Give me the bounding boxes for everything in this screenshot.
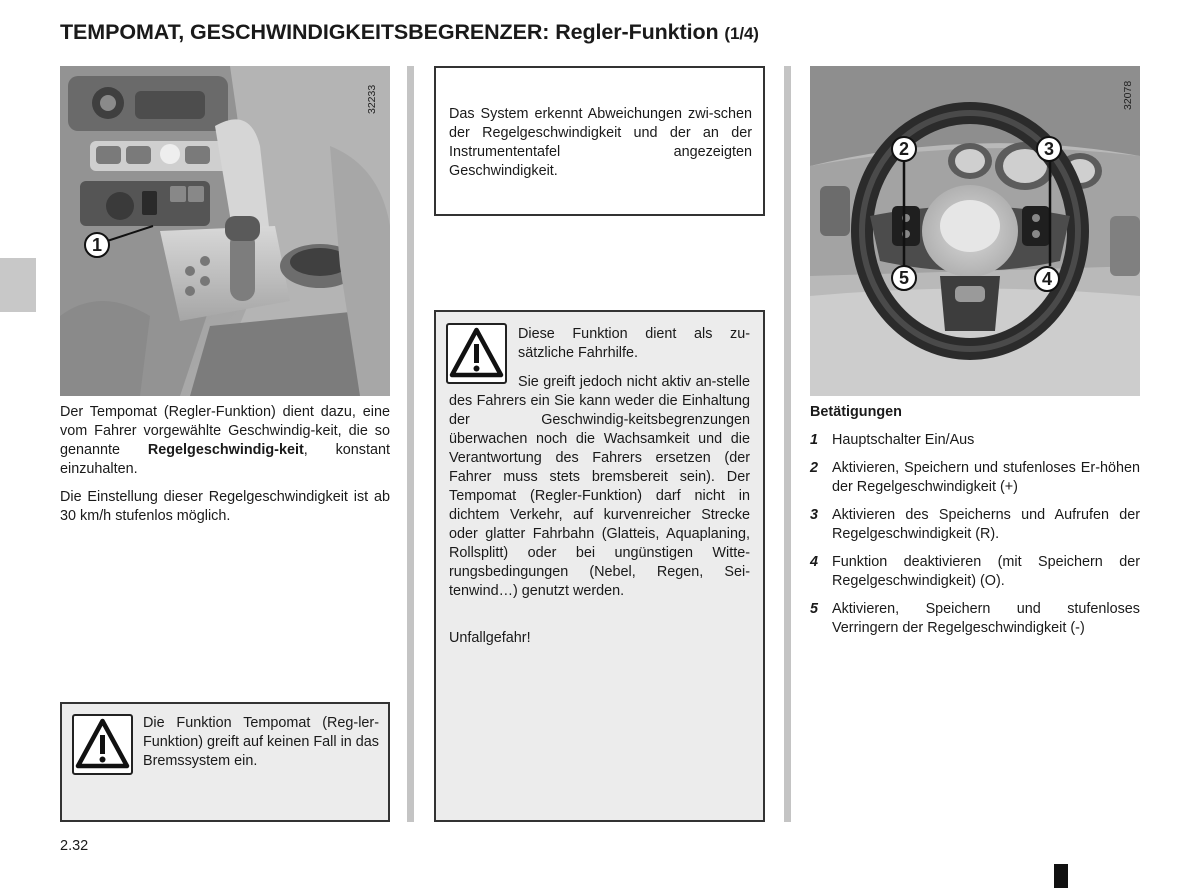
page-title-part: (1/4) xyxy=(724,24,759,43)
list-item xyxy=(810,431,1140,450)
info-text: Das System erkennt Abweichungen zwi-schen der Regelgeschwindigkeit und der an der Instrumententafel angezeigten Geschwindigkeit. xyxy=(449,106,752,179)
warning-triangle-icon xyxy=(72,714,133,775)
accident-risk-text: Unfallgefahr! xyxy=(449,630,531,646)
brake-warning-box xyxy=(60,702,390,822)
item-number: 4 xyxy=(810,554,819,570)
column-divider-right xyxy=(784,66,791,822)
page-edge-marker xyxy=(1054,864,1068,888)
intro-text-part: Der Tempomat (Regler-Funktion) dient dazu, eine vom Fahrer vorgewählte Geschwindig-keit, die so genannte xyxy=(60,404,390,458)
column-divider-left xyxy=(407,66,414,822)
callout-4: 4 xyxy=(1034,266,1060,292)
warning-triangle-icon xyxy=(74,716,131,773)
item-number: 3 xyxy=(810,507,819,523)
intro-emphasis: Regelgeschwindig-keit xyxy=(147,442,304,458)
page-title xyxy=(60,20,759,45)
item-number: 5 xyxy=(810,601,819,617)
intro-text xyxy=(60,403,390,535)
item-number: 1 xyxy=(810,432,819,448)
list-item xyxy=(810,553,1140,591)
item-number: 2 xyxy=(810,460,819,476)
page-title-text: TEMPOMAT, GESCHWINDIGKEITSBEGRENZER: Regler-Funktion xyxy=(60,20,719,44)
controls-heading: Betätigungen xyxy=(810,404,902,420)
callout-1: 1 xyxy=(84,232,110,258)
speed-range-paragraph: Die Einstellung dieser Regelgeschwindigkeit ist ab 30 km/h stufenlos möglich. xyxy=(60,489,390,524)
item-text: Hauptschalter Ein/Aus xyxy=(832,432,975,448)
item-text: Aktivieren des Speicherns und Aufrufen der Regelgeschwindigkeit (R). xyxy=(832,507,1140,542)
console-photo xyxy=(60,66,390,396)
safety-warning-details: Sie greift jedoch nicht aktiv an-stelle des Fahrers ein Sie kann weder die Einhaltung der Geschwindig-keitsbegrenzungen überwachen noch die Wachsamkeit und die Verantwortung des Fahrers ersetzen (der Fahrer muss stets bremsbereit sein). Der Tempomat (Regler-Funktion) darf nicht in dichtem Verkehr, auf kurvenreicher Strecke oder glatter Fahrbahn (Glatteis, Aquaplaning, Rollsplitt) oder bei ungünstigen Witte-rungsbedingungen (Nebel, Regen, Sei-tenwind…) genutzt werden. xyxy=(449,374,750,599)
list-item xyxy=(810,506,1140,544)
info-box xyxy=(434,66,765,216)
item-text: Aktivieren, Speichern und stufenloses Er-höhen der Regelgeschwindigkeit (+) xyxy=(832,460,1140,495)
brake-warning-text: Die Funktion Tempomat (Reg-ler-Funktion) greift auf keinen Fall in das Bremssystem ein. xyxy=(143,715,379,769)
callout-2: 2 xyxy=(891,136,917,162)
controls-section xyxy=(810,403,1140,647)
callout-3: 3 xyxy=(1036,136,1062,162)
chapter-tab-marker xyxy=(0,258,36,312)
safety-warning-box xyxy=(434,310,765,822)
intro-text-part: , konstant einzuhalten. xyxy=(60,442,390,477)
page-number: 2.32 xyxy=(60,838,89,854)
list-item xyxy=(810,459,1140,497)
steering-wheel-illustration xyxy=(810,66,1140,396)
safety-warning-intro: Diese Funktion dient als zu-sätzliche Fahrhilfe. xyxy=(518,326,750,361)
steering-wheel-photo xyxy=(810,66,1140,396)
item-text: Aktivieren, Speichern und stufenloses Verringern der Regelgeschwindigkeit (-) xyxy=(832,601,1140,636)
list-item xyxy=(810,600,1140,638)
intro-paragraph xyxy=(60,403,390,479)
photo-code: 32233 xyxy=(366,84,378,114)
item-text: Funktion deaktivieren (mit Speichern der Regelgeschwindigkeit) (O). xyxy=(832,554,1140,589)
photo-code: 32078 xyxy=(1122,80,1134,110)
callout-5: 5 xyxy=(891,265,917,291)
console-illustration xyxy=(60,66,390,396)
